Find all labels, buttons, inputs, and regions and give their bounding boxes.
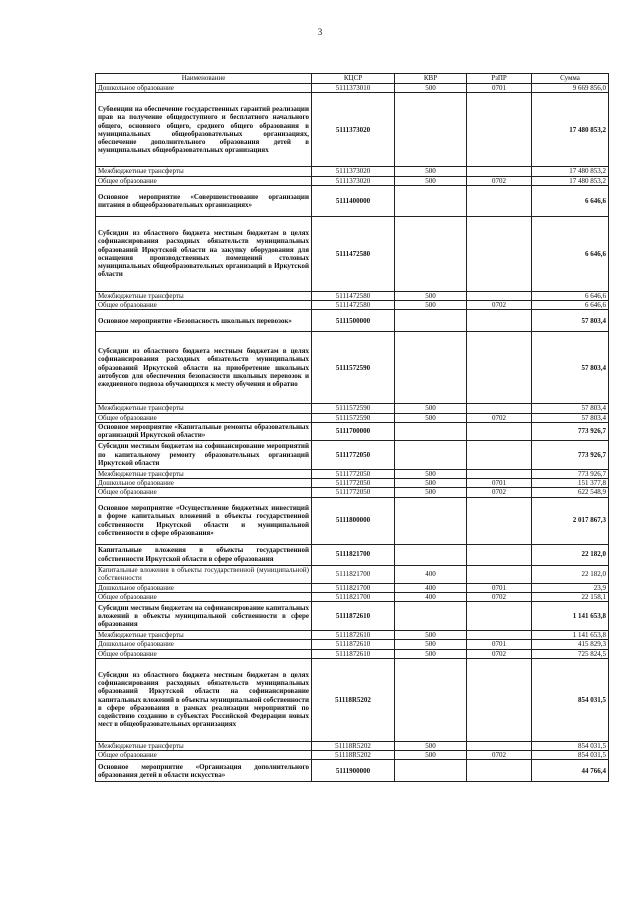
header-name: Наименование bbox=[96, 74, 312, 84]
row-rzpr: 0702 bbox=[467, 176, 532, 185]
row-name: Субвенции на обеспечение государственных гарантий реализации прав на получение общедоступного и бесплатного начального общего, основного общего, среднего общего образования в муниципальных общеобразовательных организациях, обеспечение дополнительного образования детей в муниципальных общеобразовательных организациях bbox=[96, 93, 312, 167]
row-name: Межбюджетные трансферты bbox=[96, 631, 312, 640]
row-sum: 57 803,4 bbox=[532, 413, 609, 422]
table-row bbox=[96, 469, 609, 478]
row-kvr: 500 bbox=[395, 84, 467, 93]
table-row bbox=[96, 404, 609, 413]
row-kcsr: 5111821700 bbox=[312, 583, 395, 592]
row-kcsr: 5111872610 bbox=[312, 631, 395, 640]
row-sum: 17 480 853,2 bbox=[532, 93, 609, 167]
row-sum: 773 926,7 bbox=[532, 440, 609, 469]
row-kcsr: 5111821700 bbox=[312, 565, 395, 583]
row-sum: 415 829,3 bbox=[532, 640, 609, 649]
row-sum: 22 182,0 bbox=[532, 565, 609, 583]
row-kvr: 500 bbox=[395, 404, 467, 413]
row-kcsr: 51118R5202 bbox=[312, 741, 395, 750]
row-name: Субсидии из областного бюджета местным бюджетам в целях софинансирования расходных обязательств муниципальных образований Иркутской области на приобретение школьных автобусов для обеспечения безопасности школьных перевозок и ежедневного подвоза обучающихся к месту обучения и обратно bbox=[96, 332, 312, 404]
table-row bbox=[96, 488, 609, 497]
row-kvr: 500 bbox=[395, 631, 467, 640]
row-sum: 773 926,7 bbox=[532, 469, 609, 478]
row-name: Дошкольное образование bbox=[96, 583, 312, 592]
row-name: Межбюджетные трансферты bbox=[96, 291, 312, 300]
row-rzpr bbox=[467, 497, 532, 544]
row-kvr: 500 bbox=[395, 479, 467, 488]
row-sum: 6 646,6 bbox=[532, 185, 609, 216]
row-rzpr bbox=[467, 291, 532, 300]
table-row bbox=[96, 167, 609, 176]
table-row bbox=[96, 84, 609, 93]
row-sum: 6 646,6 bbox=[532, 291, 609, 300]
table-row bbox=[96, 544, 609, 565]
row-sum: 2 017 867,3 bbox=[532, 497, 609, 544]
row-kvr: 500 bbox=[395, 488, 467, 497]
table-row bbox=[96, 658, 609, 741]
row-sum: 57 803,4 bbox=[532, 310, 609, 332]
row-rzpr: 0702 bbox=[467, 488, 532, 497]
row-name: Общее образование bbox=[96, 592, 312, 601]
row-rzpr bbox=[467, 167, 532, 176]
row-kvr bbox=[395, 544, 467, 565]
row-sum: 17 480 853,2 bbox=[532, 176, 609, 185]
row-rzpr bbox=[467, 565, 532, 583]
table-row bbox=[96, 185, 609, 216]
table-row bbox=[96, 301, 609, 310]
row-rzpr: 0702 bbox=[467, 301, 532, 310]
table-row bbox=[96, 640, 609, 649]
row-sum: 22 158,1 bbox=[532, 592, 609, 601]
row-rzpr bbox=[467, 422, 532, 440]
row-name: Общее образование bbox=[96, 751, 312, 760]
row-rzpr bbox=[467, 93, 532, 167]
table-row bbox=[96, 565, 609, 583]
table-row bbox=[96, 649, 609, 658]
row-name: Капитальные вложения в объекты государственной (муниципальной) собственности bbox=[96, 565, 312, 583]
row-sum: 23,9 bbox=[532, 583, 609, 592]
row-kvr bbox=[395, 440, 467, 469]
row-name: Общее образование bbox=[96, 176, 312, 185]
row-kcsr: 5111700000 bbox=[312, 422, 395, 440]
header-sum: Сумма bbox=[532, 74, 609, 84]
row-kcsr: 5111572590 bbox=[312, 332, 395, 404]
table-row bbox=[96, 422, 609, 440]
table-row bbox=[96, 413, 609, 422]
row-kvr: 500 bbox=[395, 649, 467, 658]
row-name: Дошкольное образование bbox=[96, 640, 312, 649]
row-kvr bbox=[395, 760, 467, 782]
row-kvr: 500 bbox=[395, 167, 467, 176]
row-kcsr: 5111373020 bbox=[312, 93, 395, 167]
table-row bbox=[96, 176, 609, 185]
row-kcsr: 5111772050 bbox=[312, 469, 395, 478]
row-kcsr: 51118R5202 bbox=[312, 751, 395, 760]
row-kvr: 500 bbox=[395, 176, 467, 185]
table-row bbox=[96, 631, 609, 640]
row-kcsr: 5111821700 bbox=[312, 544, 395, 565]
row-kcsr: 5111772050 bbox=[312, 488, 395, 497]
row-kcsr: 51118R5202 bbox=[312, 658, 395, 741]
row-sum: 622 548,9 bbox=[532, 488, 609, 497]
row-name: Субсидии местным бюджетам на софинансирование капитальных вложений в объекты муниципальной собственности в сфере образования bbox=[96, 602, 312, 631]
row-kcsr: 5111373020 bbox=[312, 167, 395, 176]
row-rzpr bbox=[467, 469, 532, 478]
row-sum: 773 926,7 bbox=[532, 422, 609, 440]
row-kvr bbox=[395, 602, 467, 631]
table-row bbox=[96, 497, 609, 544]
row-kcsr: 5111872610 bbox=[312, 602, 395, 631]
row-name: Межбюджетные трансферты bbox=[96, 741, 312, 750]
row-kvr: 500 bbox=[395, 469, 467, 478]
row-rzpr bbox=[467, 216, 532, 291]
row-kvr bbox=[395, 93, 467, 167]
row-kcsr: 5111821700 bbox=[312, 592, 395, 601]
row-name: Основное мероприятие «Безопасность школьных перевозок» bbox=[96, 310, 312, 332]
row-kcsr: 5111572590 bbox=[312, 413, 395, 422]
row-name: Субсидии местным бюджетам на софинансирование мероприятий по капитальному ремонту образовательных организаций Иркутской области bbox=[96, 440, 312, 469]
row-kvr: 500 bbox=[395, 291, 467, 300]
row-sum: 57 803,4 bbox=[532, 404, 609, 413]
row-sum: 854 031,5 bbox=[532, 741, 609, 750]
header-kvr: КВР bbox=[395, 74, 467, 84]
row-sum: 854 031,5 bbox=[532, 751, 609, 760]
row-kvr bbox=[395, 310, 467, 332]
row-name: Основное мероприятие «Совершенствование организации питания в общеобразовательных организациях» bbox=[96, 185, 312, 216]
row-rzpr: 0702 bbox=[467, 751, 532, 760]
row-kcsr: 5111900000 bbox=[312, 760, 395, 782]
table-body bbox=[96, 84, 609, 782]
row-rzpr: 0701 bbox=[467, 84, 532, 93]
table-row bbox=[96, 741, 609, 750]
table-header-row bbox=[96, 74, 609, 84]
row-sum: 22 182,0 bbox=[532, 544, 609, 565]
row-sum: 6 646,6 bbox=[532, 301, 609, 310]
header-kcsr: КЦСР bbox=[312, 74, 395, 84]
row-sum: 1 141 653,8 bbox=[532, 602, 609, 631]
row-sum: 151 377,8 bbox=[532, 479, 609, 488]
row-kcsr: 5111772050 bbox=[312, 479, 395, 488]
row-rzpr: 0701 bbox=[467, 640, 532, 649]
row-name: Дошкольное образование bbox=[96, 84, 312, 93]
row-name: Межбюджетные трансферты bbox=[96, 404, 312, 413]
row-rzpr: 0702 bbox=[467, 649, 532, 658]
table-row bbox=[96, 760, 609, 782]
row-name: Капитальные вложения в объекты государственной собственности Иркутской области в сфере образования bbox=[96, 544, 312, 565]
row-rzpr bbox=[467, 658, 532, 741]
row-name: Субсидии из областного бюджета местным бюджетам в целях софинансирования расходных обязательств муниципальных образований Иркутской области на софинансирование капитальных вложений в объекты муниципальной собственности в сфере образования в рамках реализации мероприятий по содействию созданию в субъектах Российской Федерации новых мест в общеобразовательных организациях bbox=[96, 658, 312, 741]
row-rzpr: 0702 bbox=[467, 413, 532, 422]
row-name: Основное мероприятие «Организация дополнительного образования детей в области искусства» bbox=[96, 760, 312, 782]
row-kvr: 500 bbox=[395, 741, 467, 750]
row-kcsr: 5111472580 bbox=[312, 216, 395, 291]
row-kcsr: 5111872610 bbox=[312, 640, 395, 649]
row-kvr bbox=[395, 216, 467, 291]
row-kvr bbox=[395, 497, 467, 544]
row-kcsr: 5111872610 bbox=[312, 649, 395, 658]
page-number: 3 bbox=[317, 27, 323, 37]
table-row bbox=[96, 751, 609, 760]
row-kcsr: 5111472580 bbox=[312, 291, 395, 300]
table-row bbox=[96, 93, 609, 167]
row-rzpr: 0701 bbox=[467, 479, 532, 488]
row-kvr bbox=[395, 658, 467, 741]
row-kcsr: 5111373010 bbox=[312, 84, 395, 93]
row-rzpr bbox=[467, 544, 532, 565]
table-row bbox=[96, 592, 609, 601]
row-rzpr bbox=[467, 440, 532, 469]
row-kvr: 500 bbox=[395, 751, 467, 760]
row-name: Дошкольное образование bbox=[96, 479, 312, 488]
budget-table bbox=[95, 73, 609, 782]
row-kcsr: 5111572590 bbox=[312, 404, 395, 413]
row-sum: 725 824,5 bbox=[532, 649, 609, 658]
row-rzpr bbox=[467, 741, 532, 750]
header-rzpr: РзПР bbox=[467, 74, 532, 84]
row-name: Общее образование bbox=[96, 649, 312, 658]
row-rzpr bbox=[467, 310, 532, 332]
table-row bbox=[96, 291, 609, 300]
row-kvr bbox=[395, 332, 467, 404]
row-rzpr bbox=[467, 185, 532, 216]
table-row bbox=[96, 479, 609, 488]
row-kvr: 500 bbox=[395, 413, 467, 422]
row-sum: 57 803,4 bbox=[532, 332, 609, 404]
row-name: Межбюджетные трансферты bbox=[96, 469, 312, 478]
row-kvr bbox=[395, 185, 467, 216]
row-sum: 854 031,5 bbox=[532, 658, 609, 741]
row-rzpr bbox=[467, 404, 532, 413]
row-kvr: 400 bbox=[395, 583, 467, 592]
row-name: Основное мероприятие «Капитальные ремонты образовательных организаций Иркутской области» bbox=[96, 422, 312, 440]
row-name: Субсидии из областного бюджета местным бюджетам в целях софинансирования расходных обязательств муниципальных образований Иркутской области на закупку оборудования для оснащения производственных помещений столовых муниципальных общеобразовательных организаций в Иркутской области bbox=[96, 216, 312, 291]
table-row bbox=[96, 602, 609, 631]
row-kvr: 400 bbox=[395, 592, 467, 601]
row-sum: 6 646,6 bbox=[532, 216, 609, 291]
row-kcsr: 5111800000 bbox=[312, 497, 395, 544]
row-name: Общее образование bbox=[96, 488, 312, 497]
row-sum: 9 669 856,0 bbox=[532, 84, 609, 93]
row-rzpr bbox=[467, 602, 532, 631]
row-name: Общее образование bbox=[96, 301, 312, 310]
row-kcsr: 5111500000 bbox=[312, 310, 395, 332]
row-kvr bbox=[395, 422, 467, 440]
row-rzpr: 0702 bbox=[467, 592, 532, 601]
row-kcsr: 5111472580 bbox=[312, 301, 395, 310]
row-rzpr bbox=[467, 332, 532, 404]
table-row bbox=[96, 216, 609, 291]
row-sum: 44 766,4 bbox=[532, 760, 609, 782]
row-name: Общее образование bbox=[96, 413, 312, 422]
table-row bbox=[96, 310, 609, 332]
row-sum: 17 480 853,2 bbox=[532, 167, 609, 176]
table-row bbox=[96, 440, 609, 469]
row-kcsr: 5111373020 bbox=[312, 176, 395, 185]
row-rzpr bbox=[467, 760, 532, 782]
row-kcsr: 5111772050 bbox=[312, 440, 395, 469]
row-name: Межбюджетные трансферты bbox=[96, 167, 312, 176]
row-kcsr: 5111400000 bbox=[312, 185, 395, 216]
row-rzpr: 0701 bbox=[467, 583, 532, 592]
row-kvr: 500 bbox=[395, 301, 467, 310]
row-sum: 1 141 653,8 bbox=[532, 631, 609, 640]
row-name: Основное мероприятие «Осуществление бюджетных инвестиций в форме капитальных вложений в объекты государственной собственности Иркутской области и муниципальной собственности в сфере образования» bbox=[96, 497, 312, 544]
table-row bbox=[96, 332, 609, 404]
row-rzpr bbox=[467, 631, 532, 640]
row-kvr: 500 bbox=[395, 640, 467, 649]
table-row bbox=[96, 583, 609, 592]
row-kvr: 400 bbox=[395, 565, 467, 583]
